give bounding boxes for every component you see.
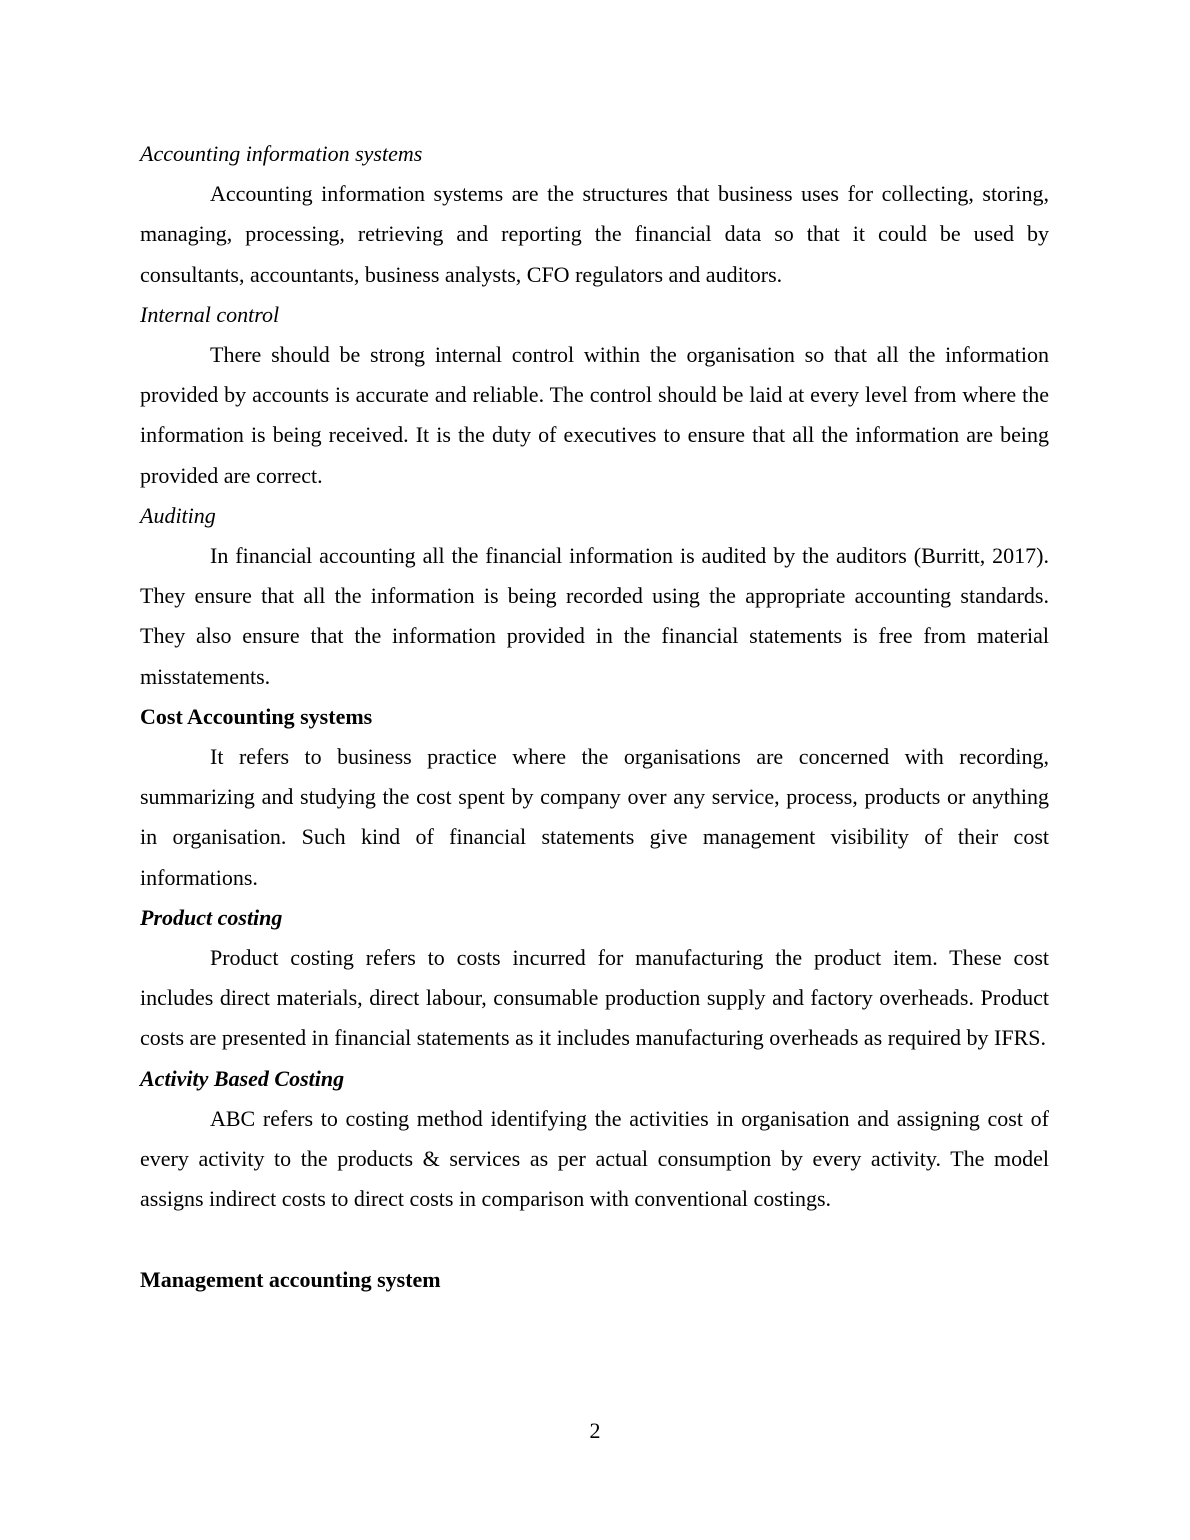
section-heading-cost-accounting-systems: Cost Accounting systems: [140, 703, 373, 729]
paragraph-product-costing: Product costing refers to costs incurred for manufacturing the product item. These cost includes direct materials, direct labour, consumable production supply and factory overheads. Product costs are presented in financial statements as it includes manufacturing overheads as required by IFRS.: [140, 945, 1049, 1051]
paragraph-auditing: In financial accounting all the financial information is audited by the auditors (Burritt, 2017). They ensure that all the information is being recorded using the appropriate accounting standards. They also ensure that the information provided in the financial statements is free from material misstatements.: [140, 543, 1049, 689]
paragraph-cost-accounting-systems: It refers to business practice where the organisations are concerned with recording, summarizing and studying the cost spent by company over any service, process, products or anything in organisation. Such kind of financial statements give management visibility of their cost informations.: [140, 744, 1049, 890]
page-number: 2: [589, 1418, 601, 1443]
section-heading-product-costing: Product costing: [140, 904, 283, 930]
section-heading-auditing: Auditing: [140, 502, 216, 528]
paragraph-accounting-information-systems: Accounting information systems are the structures that business uses for collecting, storing, managing, processing, retrieving and reporting the financial data so that it could be used by consultants, accountants, business analysts, CFO regulators and auditors.: [140, 181, 1049, 287]
section-heading-management-accounting-system: Management accounting system: [140, 1266, 441, 1292]
section-heading-activity-based-costing: Activity Based Costing: [140, 1065, 345, 1091]
paragraph-internal-control: There should be strong internal control within the organisation so that all the information provided by accounts is accurate and reliable. The control should be laid at every level from where the information is being received. It is the duty of executives to ensure that all the information are being provided are correct.: [140, 342, 1049, 488]
paragraph-activity-based-costing: ABC refers to costing method identifying the activities in organisation and assigning cost of every activity to the products & services as per actual consumption by every activity. The model assigns indirect costs to direct costs in comparison with conventional costings.: [140, 1105, 1049, 1212]
section-heading-internal-control: Internal control: [140, 301, 280, 327]
blank-line: [140, 1219, 1049, 1259]
section-heading-accounting-information-systems: Accounting information systems: [140, 141, 423, 166]
page-content: [140, 134, 1049, 1300]
